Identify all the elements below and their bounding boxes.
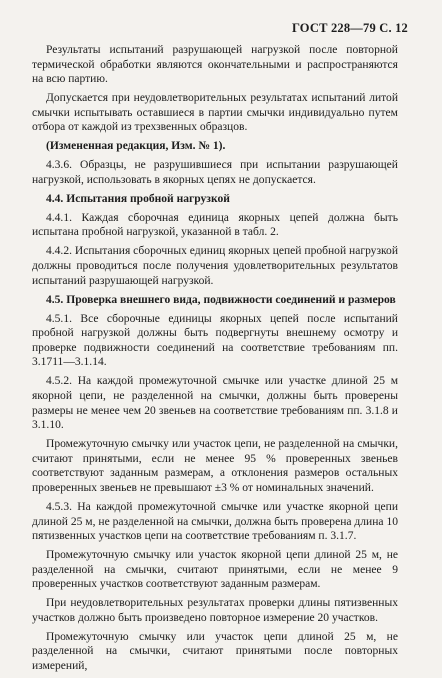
paragraph-results-final: Результаты испытаний разрушающей нагрузкой после повторной термической обработки являются окончательными и распространяются на всю партию. xyxy=(32,44,398,86)
section-heading-4-5: 4.5. Проверка внешнего вида, подвижности соединений и размеров xyxy=(46,293,396,306)
paragraph-cast-shackle: Допускается при неудовлетворительных результатах испытаний литой смычки испытывать оставшиеся в партии смычки индивидуально путем отбора от каждой из трехзвенных образцов. xyxy=(32,92,398,134)
clause-4-5-2: 4.5.2. На каждой промежуточной смычке или участке длиной 25 м якорной цепи, не разделенной на смычки, должны быть проверены размеры не менее чем 20 звеньев на соответствие требованиям пп. 3.1.8 и 3.1.10. xyxy=(32,375,398,432)
document-body xyxy=(32,43,398,678)
clause-4-3-6: 4.3.6. Образцы, не разрушившиеся при испытании разрушающей нагрузкой, использовать в якорных цепях не допускается. xyxy=(32,159,398,186)
paragraph-acceptance-95: Промежуточную смычку или участок цепи, не разделенной на смычки, считают принятыми, если не менее 95 % проверенных звеньев соответствуют заданным размерам, а отклонения размеров остальных проверенных звеньев не превышают ±3 % от номинальных значений. xyxy=(32,438,398,494)
clause-4-5-1: 4.5.1. Все сборочные единицы якорных цепей после испытаний пробной нагрузкой должны быть подвергнуты внешнему осмотру и проверке подвижности соединений на соответствие требованиям пп. 3.1711—3.1.14. xyxy=(32,312,398,369)
page-header: ГОСТ 228—79 С. 12 xyxy=(291,21,408,35)
clause-4-5-3: 4.5.3. На каждой промежуточной смычке или участке якорной цепи длиной 25 м, не разделенной на смычки, должна быть проверена длина 10 пятизвенных участков цепи на соответствие требованиям п. 3.1.7. xyxy=(32,500,398,543)
clause-4-4-1: 4.4.1. Каждая сборочная единица якорных цепей должна быть испытана пробной нагрузкой, указанной в табл. 2. xyxy=(32,211,398,239)
paragraph-remeasure: При неудовлетворительных результатах проверки длины пятизвенных участков должно быть произведено повторное измерение 20 участков. xyxy=(32,597,398,624)
amendment-note: (Измененная редакция, Изм. № 1). xyxy=(46,140,226,153)
section-heading-4-4: 4.4. Испытания пробной нагрузкой xyxy=(46,192,230,205)
paragraph-acceptance-9: Промежуточную смычку или участок якорной цепи длиной 25 м, не разделенной на смычки, считают принятыми, если не менее 9 проверенных участков соответствуют заданным размерам. xyxy=(32,549,398,591)
paragraph-after-remeasure: Промежуточную смычку или участок цепи длиной 25 м, не разделенной на смычки, считают принятыми после повторных измерений, xyxy=(32,630,398,673)
clause-4-4-2: 4.4.2. Испытания сборочных единиц якорных цепей пробной нагрузкой должны проводиться после получения удовлетворительных результатов испытаний разрушающей нагрузкой. xyxy=(32,245,398,287)
